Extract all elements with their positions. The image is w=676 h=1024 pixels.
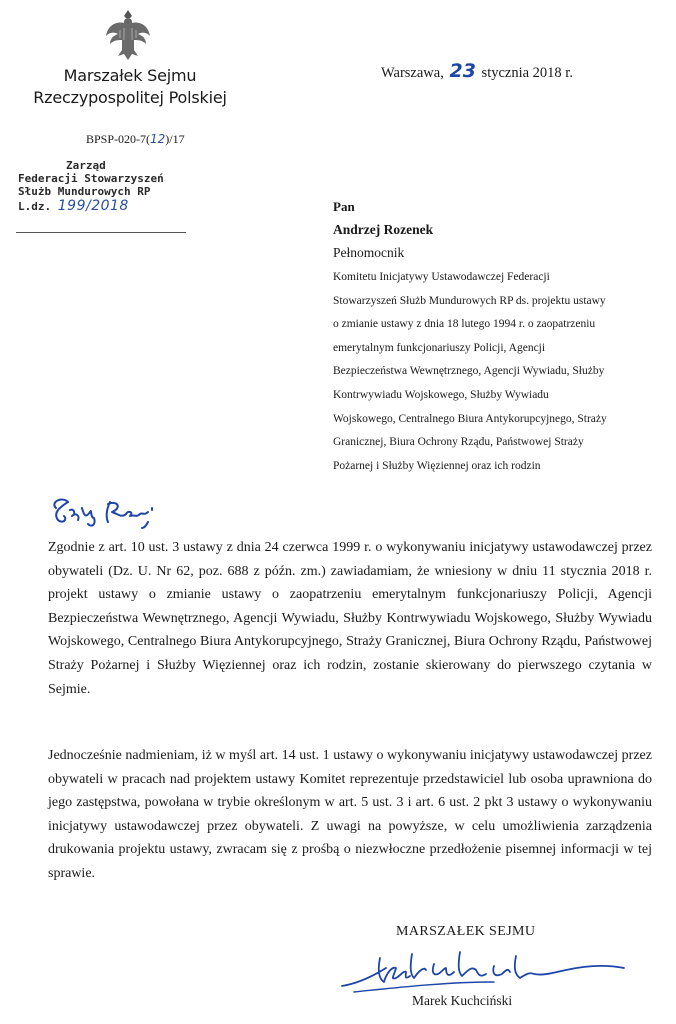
month-year: stycznia 2018 r. — [481, 65, 573, 81]
addressee-salutation: Pan — [333, 199, 355, 214]
ref-handwritten: 12 — [150, 132, 166, 146]
addressee-line: emerytalnym funkcjonariuszy Policji, Agencji — [333, 341, 546, 354]
stamp-underline — [16, 232, 186, 233]
addressee-line: Kontrwywiadu Wojskowego, Służby Wywiadu — [333, 388, 549, 401]
signatory-name: Marek Kuchciński — [412, 993, 513, 1008]
reference-number — [86, 132, 185, 147]
lds-label: L.dz. — [18, 200, 52, 213]
addressee-line: Wojskowego, Centralnego Biura Antykorupcyjnego, Straży — [333, 412, 607, 425]
signature-title: MARSZAŁEK SEJMU — [396, 924, 536, 939]
lds-handwritten: 199/2018 — [57, 198, 129, 214]
body-paragraph-1: Zgodnie z art. 10 ust. 3 ustawy z dnia 24 czerwca 1999 r. o wykonywaniu inicjatywy ustawodawczej przez obywateli (Dz. U. Nr 62, poz. 688 z późn. zm.) zawiadamiam, że wniesiony w dniu 11 stycznia 2018 r. projekt ustawy o zmianie ustawy o zaopatrzeniu emerytalnym funkcjonariuszy Policji, Agencji Bezpieczeństwa Wewnętrznego, Agencji Wywiadu, Służby Kontrwywiadu Wojskowego, Służby Wywiadu Wojskowego, Centralnego Biura Antykorupcyjnego, Straży Granicznej, Biura Ochrony Rządu, Państwowej Straży Pożarnej i Służby Więziennej oraz ich rodzin, zostanie skierowany do pierwszego czytania w Sejmie. — [48, 540, 652, 697]
addressee-line: Stowarzyszeń Służb Mundurowych RP ds. projektu ustawy — [333, 294, 606, 307]
addressee-line: Granicznej, Biura Ochrony Rządu, Państwowej Straży — [333, 436, 584, 449]
addressee-name: Andrzej Rozenek — [333, 222, 434, 237]
sender-title-line2: Rzeczypospolitej Polskiej — [33, 88, 227, 107]
stamp-line2: Federacji Stowarzyszeń — [18, 172, 164, 185]
stamp-line3: Służb Mundurowych RP — [18, 185, 151, 198]
handwritten-greeting — [48, 494, 198, 530]
addressee-line: Bezpieczeństwa Wewnętrznego, Agencji Wywiadu, Służby — [333, 365, 605, 378]
city: Warszawa, — [381, 65, 444, 81]
addressee-role: Pełnomocnik — [333, 245, 405, 260]
stamp-line1: Zarząd — [66, 159, 106, 172]
addressee-line: Komitetu Inicjatywy Ustawodawczej Federacji — [333, 271, 550, 283]
sender-title-line1: Marszałek Sejmu — [63, 66, 197, 85]
ref-prefix: BPSP-020-7( — [86, 132, 151, 146]
registry-stamp — [18, 159, 178, 213]
stamp-lds — [18, 200, 178, 213]
addressee-line: Pożarnej i Służby Więziennej oraz ich rodzin — [333, 459, 541, 472]
addressee-line: o zmianie ustawy z dnia 18 lutego 1994 r. o zaopatrzeniu — [333, 318, 596, 331]
place-and-date — [381, 60, 573, 82]
body-paragraph-2: Jednocześnie nadmieniam, iż w myśl art. 14 ust. 1 ustawy o wykonywaniu inicjatywy ustawodawczej przez obywateli w pracach nad projektem ustawy Komitet reprezentuje przedstawiciel lub osoba uprawniona do jego zastępstwa, powołana w trybie określonym w art. 5 ust. 3 i art. 6 ust. 2 pkt 3 ustawy o wykonywaniu inicjatywy ustawodawczej przez obywateli. Z uwagi na powyższe, w celu umożliwienia zarządzenia drukowania projektu ustawy, zwracam się z prośbą o niezwłoczne przedłożenie pisemnej informacji w tej sprawie. — [48, 748, 652, 881]
day-handwritten: 23 — [449, 60, 476, 82]
polish-eagle-emblem — [104, 10, 152, 64]
ref-suffix: )/17 — [165, 132, 185, 146]
handwritten-signature — [334, 938, 654, 998]
addressee-description — [333, 266, 643, 478]
